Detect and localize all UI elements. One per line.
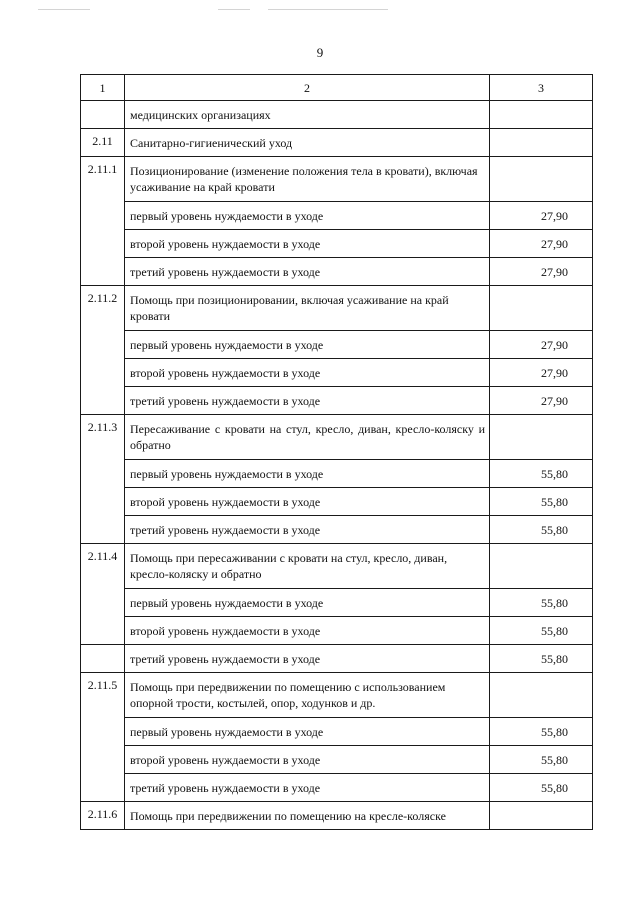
item-title: Помощь при передвижении по помещению на кресле-коляске — [125, 802, 490, 830]
table-row — [81, 258, 593, 286]
price-cell: 27,90 — [490, 230, 593, 258]
level-label: первый уровень нуждаемости в уходе — [125, 331, 490, 359]
table-header-row — [81, 75, 593, 101]
level-label: первый уровень нуждаемости в уходе — [125, 718, 490, 746]
price-cell: 55,80 — [490, 746, 593, 774]
table-row — [81, 230, 593, 258]
price-cell: 55,80 — [490, 488, 593, 516]
table-row — [81, 387, 593, 415]
table-row — [81, 718, 593, 746]
page-number: 9 — [316, 45, 324, 60]
price-cell: 27,90 — [490, 387, 593, 415]
table-row — [81, 101, 593, 129]
section-number: 2.11 — [81, 129, 125, 157]
carry-over-text: медицинских организациях — [125, 101, 490, 129]
item-title: Помощь при позиционировании, включая усаживание на край кровати — [125, 286, 490, 331]
header-col-2: 2 — [125, 75, 490, 101]
level-label: второй уровень нуждаемости в уходе — [125, 488, 490, 516]
level-label: третий уровень нуждаемости в уходе — [125, 387, 490, 415]
header-col-3: 3 — [490, 75, 593, 101]
table-row — [81, 415, 593, 460]
table-row — [81, 488, 593, 516]
scan-marks — [0, 9, 640, 13]
price-cell: 27,90 — [490, 331, 593, 359]
table-row — [81, 774, 593, 802]
item-title: Помощь при пересаживании с кровати на стул, кресло, диван, кресло-коляску и обратно — [125, 544, 490, 589]
tariff-table — [80, 74, 593, 830]
level-label: третий уровень нуждаемости в уходе — [125, 258, 490, 286]
price-cell: 27,90 — [490, 258, 593, 286]
section-title: Санитарно-гигиенический уход — [125, 129, 490, 157]
item-title: Позиционирование (изменение положения тела в кровати), включая усаживание на край кровати — [125, 157, 490, 202]
level-label: третий уровень нуждаемости в уходе — [125, 645, 490, 673]
level-label: второй уровень нуждаемости в уходе — [125, 230, 490, 258]
price-cell: 55,80 — [490, 617, 593, 645]
level-label: второй уровень нуждаемости в уходе — [125, 359, 490, 387]
table-row — [81, 359, 593, 387]
level-label: второй уровень нуждаемости в уходе — [125, 746, 490, 774]
price-cell: 55,80 — [490, 718, 593, 746]
table-row — [81, 331, 593, 359]
table-row — [81, 617, 593, 645]
item-number: 2.11.2 — [81, 286, 125, 415]
table-row — [81, 544, 593, 589]
price-cell: 55,80 — [490, 645, 593, 673]
item-title: Помощь при передвижении по помещению с использованием опорной трости, костылей, опор, ходунков и др. — [125, 673, 490, 718]
table-row — [81, 746, 593, 774]
table-row — [81, 802, 593, 830]
item-number: 2.11.6 — [81, 802, 125, 830]
header-col-1: 1 — [81, 75, 125, 101]
item-number: 2.11.5 — [81, 673, 125, 802]
table-row — [81, 589, 593, 617]
level-label: первый уровень нуждаемости в уходе — [125, 589, 490, 617]
table-row — [81, 157, 593, 202]
price-cell: 55,80 — [490, 516, 593, 544]
price-cell: 27,90 — [490, 202, 593, 230]
table-row — [81, 460, 593, 488]
level-label: первый уровень нуждаемости в уходе — [125, 460, 490, 488]
level-label: третий уровень нуждаемости в уходе — [125, 774, 490, 802]
level-label: первый уровень нуждаемости в уходе — [125, 202, 490, 230]
table-row — [81, 673, 593, 718]
table-row — [81, 286, 593, 331]
table-row — [81, 645, 593, 673]
price-cell: 55,80 — [490, 774, 593, 802]
price-cell: 27,90 — [490, 359, 593, 387]
section-row — [81, 129, 593, 157]
level-label: третий уровень нуждаемости в уходе — [125, 516, 490, 544]
item-number: 2.11.4 — [81, 544, 125, 645]
table-row — [81, 516, 593, 544]
item-title: Пересаживание с кровати на стул, кресло, диван, кресло-коляску и обратно — [125, 415, 490, 460]
item-number: 2.11.3 — [81, 415, 125, 544]
level-label: второй уровень нуждаемости в уходе — [125, 617, 490, 645]
table-row — [81, 202, 593, 230]
item-number: 2.11.1 — [81, 157, 125, 286]
price-cell: 55,80 — [490, 460, 593, 488]
price-cell: 55,80 — [490, 589, 593, 617]
